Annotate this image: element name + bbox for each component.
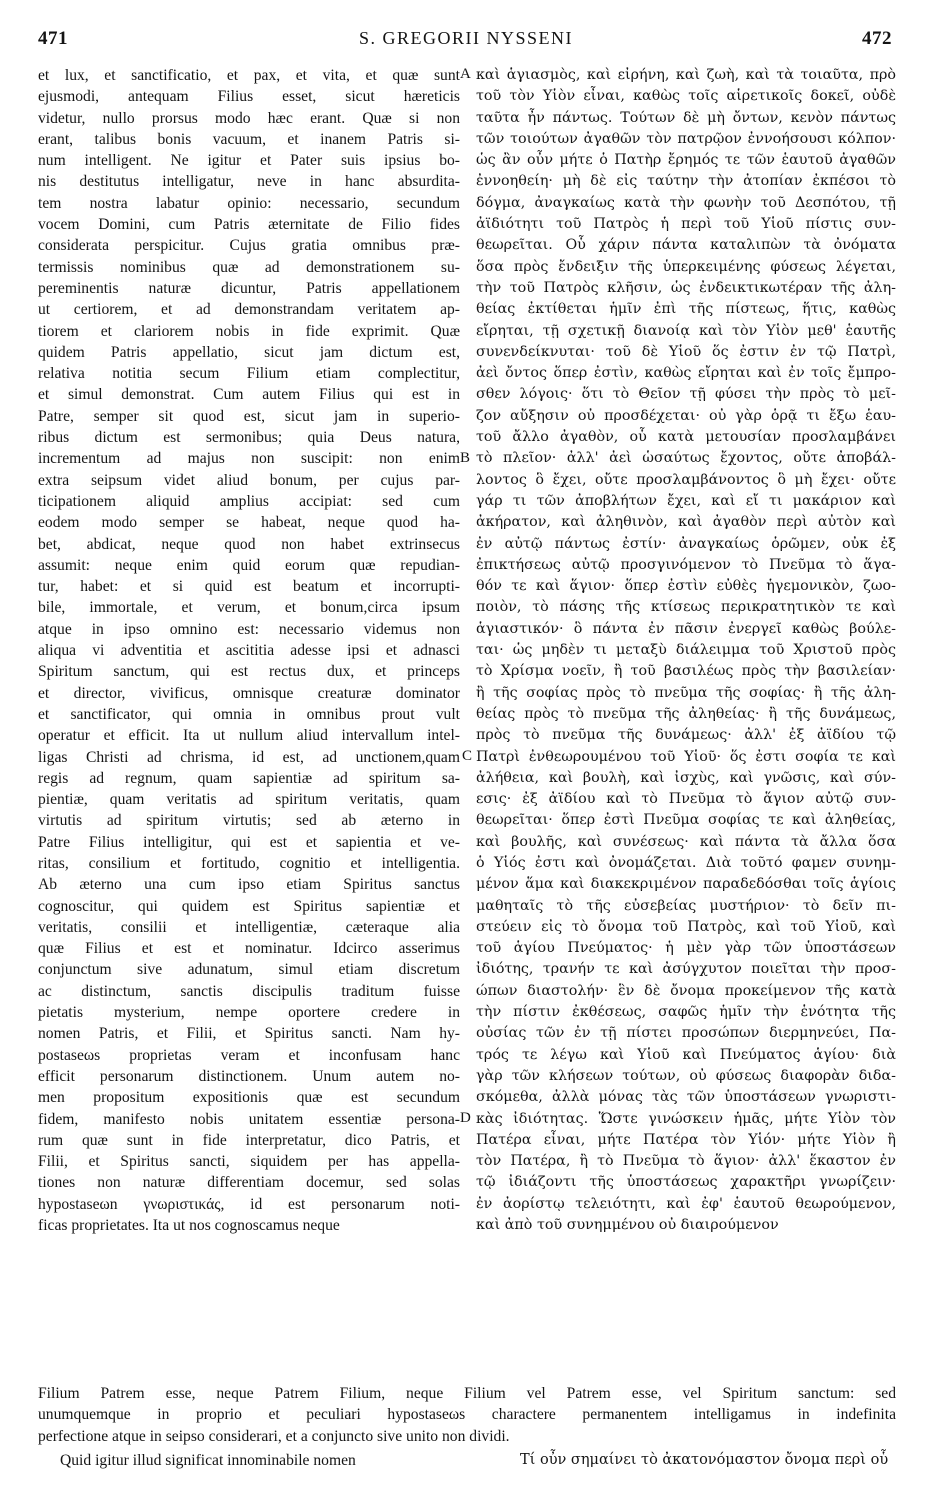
latin-line: nis destitutus intelligatur, neve in hanc absurdita- — [38, 173, 460, 191]
page-header — [0, 28, 932, 54]
latin-line: efficit personarum distinctionem. Unum autem no- — [38, 1067, 460, 1085]
greek-line: τοῦ τὸν Υἱὸν εἶναι, καθὼς τοῖς αἱρετικοῖς δοκεῖ, οὐδὲ — [476, 88, 896, 105]
latin-line: et sanctificator, qui omnia in omnibus prout vult — [38, 705, 460, 723]
latin-line: nomen Patris, et Filii, et Spiritus sancti. Nam hy- — [38, 1025, 460, 1043]
section-marker-d: D — [460, 1110, 471, 1126]
greek-line: κὰς ἰδιότητας. Ὥστε γινώσκειν ἡμᾶς, μήτε Υἱὸν τὸν — [476, 1110, 896, 1127]
latin-line: incrementum ad majus non suscipit: non enim — [38, 450, 460, 468]
greek-line: τοῦ ἁγίου Πνεύματος· ἡ μὲν γὰρ τῶν ὑποστάσεων — [476, 940, 896, 957]
greek-line: ταῦτα ἦν πάντως. Τούτων δὲ μὴ ὄντων, κενὸν πάντως — [476, 109, 896, 126]
greek-line: μαθηταῖς τὸ τῆς εὐσεβείας μυστήριον· τὸ δεῖν πι- — [476, 897, 896, 914]
greek-line: τῶν τοιούτων ἀγαθῶν τὸν πατρῷον ἐννοήσουσι κόλπον· — [476, 130, 896, 147]
latin-line: vocem Domini, cum Patris æternitate de Filio fides — [38, 216, 460, 234]
section-marker-b: B — [460, 450, 471, 466]
greek-line: ώπων διαστολήν· ἓν δὲ ὄνομα προκείμενον τῆς κατὰ — [476, 982, 896, 999]
greek-line: Πατρὶ ἐνθεωρουμένου τοῦ Υἱοῦ· ὅς ἐστι σοφία τε καὶ — [476, 748, 896, 765]
greek-line: συνενδείκνυται· τοῦ δὲ Υἱοῦ ὅς ἐστιν ἐν τῷ Πατρὶ, — [476, 343, 896, 360]
greek-line: τὴν πίστιν ἐκθέσεως, σαφῶς ἡμῖν τὴν ἑνότητα τῆς — [476, 1004, 896, 1021]
latin-line: bet, abdicat, neque quod non habet extrinsecus — [38, 535, 460, 553]
latin-line: Filii, et Spiritus sancti, siquidem per has appella- — [38, 1153, 460, 1171]
greek-line: ἀϊδιότητι τοῦ Πατρὸς ἡ περὶ τοῦ Υἱοῦ πίστις συν- — [476, 216, 896, 233]
latin-line: pereminentis naturæ dicuntur, Patris appellationem — [38, 279, 460, 297]
latin-line: tiorem et clariorem nobis in fide exprimit. Quæ — [38, 322, 460, 340]
latin-line: tem nostra labatur opinio: necessario, secundum — [38, 194, 460, 212]
latin-line: pientiæ, quam veritatis ad spiritum veritatis, quam — [38, 791, 460, 809]
greek-line: εἴρηται, τῇ σχετικῇ διανοίᾳ καὶ τὸν Υἱὸν μεθ' ἑαυτῆς — [476, 322, 896, 339]
greek-line: ἐν αὐτῷ πάντως ἐστίν· ἀναγκαίως ὁρῶμεν, οὐκ ἐξ — [476, 535, 896, 552]
running-title: S. GREGORII NYSSENI — [358, 28, 573, 48]
latin-line: termissis nominibus quæ ad demonstrationem su- — [38, 258, 460, 276]
greek-line: καὶ βουλῆς, καὶ συνέσεως· καὶ πάντα τὰ ἄλλα ὅσα — [476, 833, 896, 850]
final-latin-line: Quid igitur illud significat innominabile nomen — [60, 1452, 356, 1469]
greek-line: ἰδιότης, τρανήν τε καὶ ἀσύγχυτον ποιεῖται τὴν προσ- — [476, 961, 896, 978]
latin-line: tiones non naturæ differentiam docemur, sed solas — [38, 1174, 460, 1192]
greek-line: καὶ ἀπὸ τοῦ συνημμένου οὐ διαιρούμενον — [476, 1217, 779, 1234]
latin-line: veritatis, consilii et intelligentiæ, cæteraque alia — [38, 918, 460, 936]
latin-line: Ab æterno una cum ipso etiam Spiritus sanctus — [38, 876, 460, 894]
latin-line: hypostaseωn γνωριστικάς, id est personarum noti- — [38, 1195, 460, 1213]
greek-line: ποιὸν, τὸ πάσης τῆς κτίσεως περικρατητικὸν τε καὶ — [476, 599, 896, 616]
page-number-left: 471 — [38, 28, 68, 49]
latin-line: ac distinctum, sanctis discipulis traditum fuisse — [38, 982, 460, 1000]
greek-line: ἀκήρατον, καὶ ἀληθινὸν, καὶ ἀγαθὸν περὶ αὐτὸν καὶ — [476, 514, 896, 531]
latin-line: et simul demonstrat. Cum autem Filius qui est in — [38, 386, 460, 404]
latin-line: men propositum expositionis quæ est secundum — [38, 1089, 460, 1107]
latin-line: assumit: neque enim quid eorum quæ repudian- — [38, 556, 460, 574]
greek-line: ἐπικτήσεως αὐτῷ προσγινόμενον τὸ Πνεῦμα τὸ ἅγα- — [476, 556, 896, 573]
greek-line: θείας πρὸς τὸ πνεῦμα τῆς ἀληθείας· ἢ τῆς δυνάμεως, — [476, 705, 896, 722]
latin-line: tur, habet: et si quid est beatum et incorrupti- — [38, 578, 460, 596]
greek-line: Πατέρα εἶναι, μήτε Πατέρα τὸν Υἱόν· μήτε Υἱὸν ἢ — [476, 1131, 896, 1148]
greek-line: θεωρεῖται. Οὗ χάριν πάντα καταλιπὼν τὰ ὀνόματα — [476, 237, 896, 254]
greek-line: τρός τε λέγω καὶ Υἱοῦ καὶ Πνεύματος ἁγίου· διὰ — [476, 1046, 896, 1063]
greek-line: ἢ τῆς σοφίας πρὸς τὸ πνεῦμα τῆς σοφίας· ἢ τῆς ἀλη- — [476, 684, 896, 701]
latin-line: atque in ipso omnino est: necessario videmus non — [38, 620, 460, 638]
latin-line: postaseωs proprietas veram et inconfusam hanc — [38, 1046, 460, 1064]
greek-line: θεωρεῖται· ὅπερ ἐστὶ Πνεῦμα σοφίας τε καὶ ἀληθείας, — [476, 812, 896, 829]
latin-line: quæ Filius et est et nominatur. Idcirco asserimus — [38, 940, 460, 958]
final-greek-line: Τί οὖν σημαίνει τὸ ἀκατονόμαστον ὄνομα περὶ οὗ — [520, 1452, 889, 1468]
full-width-latin — [38, 1383, 896, 1447]
latin-column — [38, 65, 460, 1236]
greek-line: λοντος ὃ ἔχει, οὔτε προσλαμβάνοντος ὃ μὴ ἔχει· οὔτε — [476, 471, 896, 488]
full-width-line: perfectione atque in seipso considerari, et a conjuncto sive unito non dividi. — [38, 1427, 510, 1445]
greek-line: σθεν λόγοις· ὅτι τὸ Θεῖον τῇ φύσει τὴν πρὸς τὸ μεῖ- — [476, 386, 896, 403]
latin-line: erant, talibus bonis vacuum, et inanem Patris si- — [38, 130, 460, 148]
latin-line: ligas Christi ad chrisma, id est, ad unctionem,quam — [38, 748, 460, 766]
latin-line: virtutis ad spiritum virtutis; sed ab æterno in — [38, 812, 460, 830]
greek-line: γάρ τι τῶν ἀποβλήτων ἔχει, καὶ εἴ τι μακάριον καὶ — [476, 492, 896, 509]
greek-line: ὁ Υἱός ἐστι καὶ ὀνομάζεται. Διὰ τοῦτό φαμεν συνημ- — [476, 854, 896, 871]
full-width-line: Filium Patrem esse, neque Patrem Filium, neque Filium vel Patrem esse, vel Spiritum sanctum: sed — [38, 1385, 896, 1402]
latin-line: considerata perspicitur. Cujus gratia omnibus præ- — [38, 237, 460, 255]
greek-line: ὡς ἂν οὖν μήτε ὁ Πατὴρ ἔρημός τε τῶν ἑαυτοῦ ἀγαθῶν — [476, 152, 896, 169]
greek-line: σκόμεθα, ἀλλὰ μόνας τὰς τῶν ὑποστάσεων γνωριστι- — [476, 1089, 896, 1106]
greek-line: καὶ ἁγιασμὸς, καὶ εἰρήνη, καὶ ζωὴ, καὶ τὰ τοιαῦτα, πρὸ — [476, 67, 896, 83]
greek-line: ὅσα πρὸς ἔνδειξιν τῆς ὑπερκειμένης φύσεως λέγεται, — [476, 258, 896, 275]
greek-line: μένον ἅμα καὶ διακεκριμένον παραδεδόσθαι τοῖς ἁγίοις — [476, 876, 896, 893]
greek-line: ζον αὔξησιν οὐ προσδέχεται· οὐ γὰρ ὁρᾷ τι ἔξω ἑαυ- — [476, 407, 896, 424]
greek-line: θείας ἐκτίθεται ἡμῖν ἐπὶ τῆς πίστεως, ἥτις, καθὼς — [476, 301, 896, 318]
latin-line: quidem Patris appellatio, sicut jam dictum est, — [38, 343, 460, 361]
latin-line: Patre Filius intelligitur, qui est et sapientia et ve- — [38, 833, 460, 851]
latin-line: relativa notitia secum Filium etiam complectitur, — [38, 365, 460, 383]
greek-line: δόγμα, ἀναγκαίως κατὰ τὴν φωνὴν τοῦ Δεσπότου, τῇ — [476, 194, 896, 211]
latin-line: pietatis mysterium, nempe oportere credere in — [38, 1004, 460, 1022]
greek-line: εσις· ἐξ ἀϊδίου καὶ τὸ Πνεῦμα τὸ ἅγιον αὐτῷ συν- — [476, 791, 896, 808]
latin-line: ribus dictum est sermonibus; quia Deus natura, — [38, 429, 460, 447]
greek-line: ἀεὶ ὄντος ὅπερ ἐστὶν, καθὼς εἴρηται καὶ ἐν τοῖς ἔμπρο- — [476, 365, 896, 382]
latin-line: ritas, consilium et fortitudo, cognitio et intelligentia. — [38, 854, 460, 872]
latin-line: ut certiorem, et ad demonstrandam veritatem ap- — [38, 301, 460, 319]
greek-line: τὴν τοῦ Πατρὸς κλῆσιν, ὡς ἐνδεικτικωτέραν τῆς ἀλη- — [476, 279, 896, 296]
latin-line: ficas proprietates. Ita ut nos cognoscamus neque — [38, 1217, 340, 1235]
full-width-line: unumquemque in proprio et peculiari hypostaseωs charactere permanentem intelligamus in indefinita — [38, 1406, 896, 1424]
latin-line: et lux, et sanctificatio, et pax, et vita, et quæ sunt — [38, 67, 460, 84]
latin-line: aliqua vi adventitia et ascititia adesse ipsi et adnasci — [38, 642, 460, 660]
latin-line: rum quæ sunt in fide interpretatur, dico Patris, et — [38, 1131, 460, 1149]
latin-line: operatur et efficit. Ita ut nullum aliud intervallum intel- — [38, 727, 460, 745]
greek-line: τὸ πλεῖον· ἀλλ' ἀεὶ ὡσαύτως ἔχοντος, οὔτε ἀποβάλ- — [476, 450, 896, 467]
greek-line: τοῦ ἄλλο ἀγαθὸν, οὗ κατὰ μετουσίαν προσλαμβάνει — [476, 429, 896, 446]
page-number-right: 472 — [862, 28, 892, 49]
greek-line: ἀλήθεια, καὶ βουλὴ, καὶ ἰσχὺς, καὶ γνῶσις, καὶ σύν- — [476, 769, 896, 786]
greek-line: ται· ὡς μηδὲν τι μεταξὺ διάλειμμα τοῦ Χριστοῦ πρὸς — [476, 642, 896, 659]
latin-line: fidem, manifesto nobis unitatem essentiæ persona- — [38, 1110, 460, 1128]
greek-line: ἁγιαστικόν· ὃ πάντα ἐν πᾶσιν ἐνεργεῖ καθὼς βούλε- — [476, 620, 896, 637]
greek-column — [476, 65, 896, 1236]
greek-line: τῷ ἰδιάζοντι τῆς ὑποστάσεως χαρακτῆρι γνωρίζειν· — [476, 1174, 896, 1191]
greek-line: στεύειν εἰς τὸ ὄνομα τοῦ Πατρὸς, καὶ τοῦ Υἱοῦ, καὶ — [476, 918, 896, 935]
latin-line: ejusmodi, antequam Filius esset, sicut hæreticis — [38, 88, 460, 106]
latin-line: extra seipsum videt aliud bonum, per cujus par- — [38, 471, 460, 489]
latin-line: Spiritum sanctum, qui est rectus dux, et princeps — [38, 663, 460, 681]
latin-line: eodem modo semper se habeat, neque quod ha- — [38, 514, 460, 532]
latin-line: et director, vivificus, omnisque creaturæ dominator — [38, 684, 460, 702]
latin-line: regis ad regnum, quam sapientiæ ad spiritum sa- — [38, 769, 460, 787]
greek-line: τὸν Πατέρα, ἢ τὸ Πνεῦμα τὸ ἅγιον· ἀλλ' ἕκαστον ἐν — [476, 1153, 896, 1170]
greek-line: τὸ Χρίσμα νοεῖν, ἢ τοῦ βασιλέως πρὸς τὴν βασιλείαν· — [476, 663, 896, 680]
latin-line: cognoscitur, qui quidem est Spiritus sapientiæ et — [38, 897, 460, 915]
section-marker-c: C — [462, 748, 473, 764]
greek-line: οὐσίας τῶν ἐν τῇ πίστει προσώπων διερμηνεύει, Πα- — [476, 1025, 896, 1042]
greek-line: πρὸς τὸ πνεῦμα τῆς δυνάμεως· ἀλλ' ἐξ ἀϊδίου τῷ — [476, 727, 896, 744]
latin-line: videtur, nullo prorsus modo hæc erant. Quæ si non — [38, 109, 460, 127]
latin-line: bile, immortale, et verum, et bonum,circa ipsum — [38, 599, 460, 617]
greek-line: θόν τε καὶ ἅγιον· ὅπερ ἐστὶν εὐθὲς ἡγεμονικὸν, ζωο- — [476, 578, 896, 595]
latin-line: ticipationem aliquid amplius accipiat: sed cum — [38, 492, 460, 510]
greek-line: ἐννοηθείη· μὴ δὲ εἰς ταύτην τὴν ἀτοπίαν ἐκπέσοι τὸ — [476, 173, 896, 190]
greek-line: ἐν ἀορίστῳ τελειότητι, καὶ ἐφ' ἑαυτοῦ θεωρούμενον, — [476, 1195, 896, 1212]
latin-line: Patre, semper sit quod est, sicut jam in superio- — [38, 407, 460, 425]
latin-line: conjunctum sive adunatum, simul etiam discretum — [38, 961, 460, 979]
section-marker-a: A — [460, 66, 471, 82]
greek-line: γὰρ τῶν κλήσεων τούτων, οὐ φύσεως διαφορὰν διδα- — [476, 1067, 896, 1084]
latin-line: num intelligent. Ne igitur et Pater suis ipsius bo- — [38, 152, 460, 170]
